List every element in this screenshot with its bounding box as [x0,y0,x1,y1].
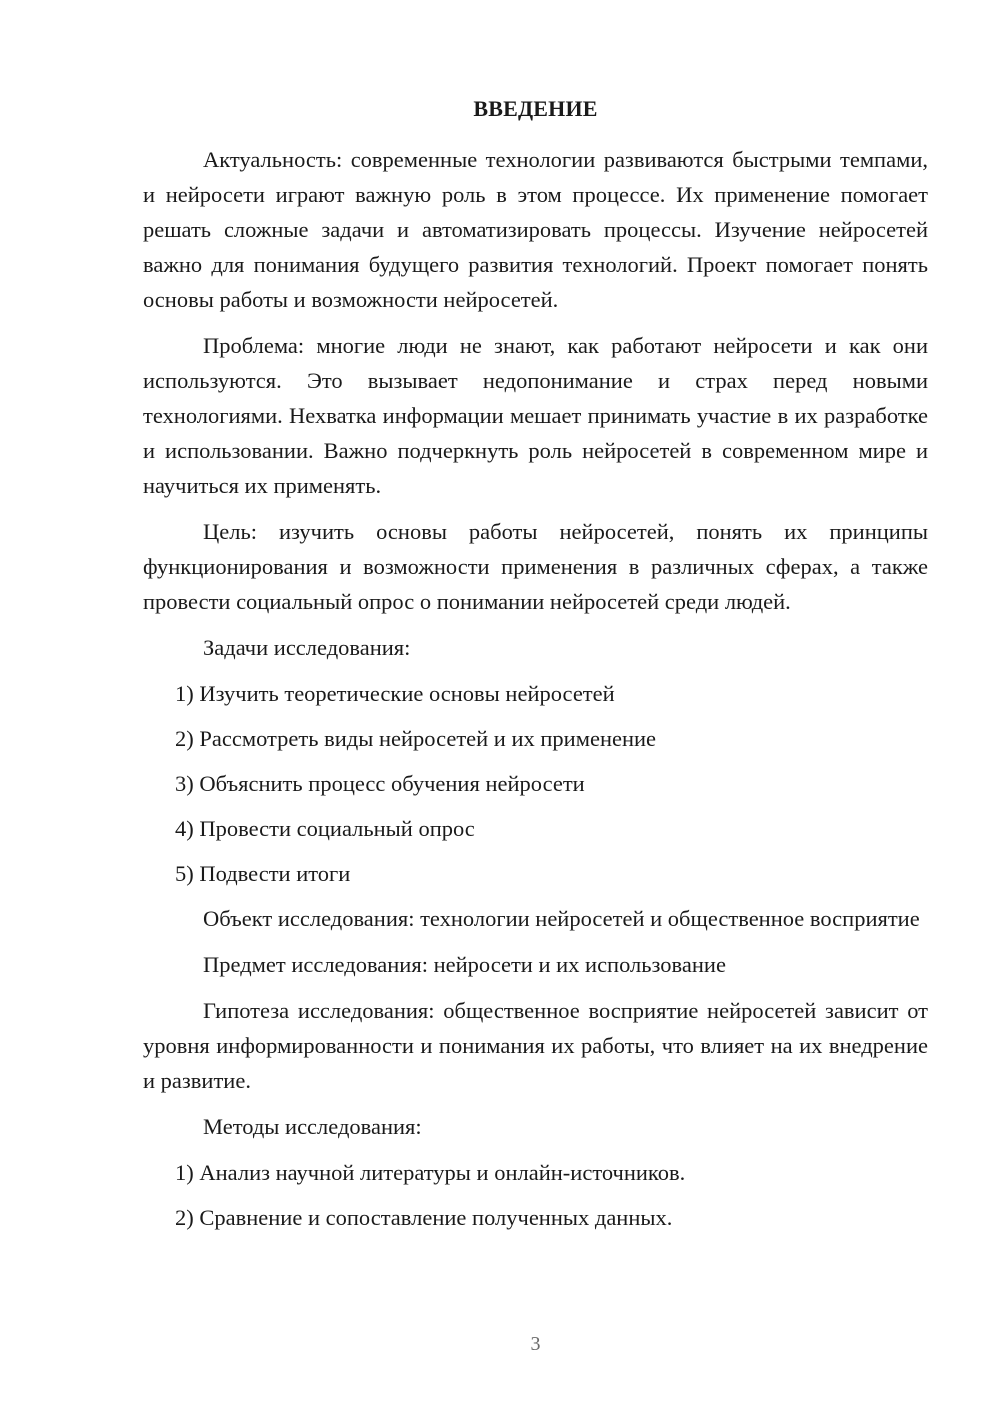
list-item: 4) Провести социальный опрос [175,816,475,841]
problem-paragraph: Проблема: многие люди не знают, как работают нейросети и как они используются. Это вызывает недопонимание и страх перед новыми технологиями. Нехватка информации мешает принимать участие в их разработке и использовании. Важно подчеркнуть роль нейросетей в современном мире и научиться их применять. [143,333,928,498]
object-paragraph: Объект исследования: технологии нейросетей и общественное восприятие [203,906,920,931]
page-title: ВВЕДЕНИЕ [473,96,598,121]
document-page [143,0,928,1414]
relevance-paragraph: Актуальность: современные технологии развиваются быстрыми темпами, и нейросети играют важную роль в этом процессе. Их применение помогает решать сложные задачи и автоматизировать процессы. Изучение нейросетей важно для понимания будущего развития технологий. Проект помогает понять основы работы и возможности нейросетей. [143,147,928,312]
list-item: 2) Рассмотреть виды нейросетей и их применение [175,726,657,751]
goal-paragraph: Цель: изучить основы работы нейросетей, понять их принципы функционирования и возможности применения в различных сферах, а также провести социальный опрос о понимании нейросетей среди людей. [143,519,928,614]
methods-list [143,1155,928,1235]
list-item: 2) Сравнение и сопоставление полученных данных. [175,1205,673,1230]
page-number: 3 [530,1333,541,1355]
list-item: 3) Объяснить процесс обучения нейросети [175,771,585,796]
list-item: 5) Подвести итоги [175,861,351,886]
subject-paragraph: Предмет исследования: нейросети и их использование [203,952,726,977]
tasks-list [143,676,928,891]
list-item: 1) Анализ научной литературы и онлайн-источников. [175,1160,686,1185]
list-item: 1) Изучить теоретические основы нейросетей [175,681,615,706]
hypothesis-paragraph: Гипотеза исследования: общественное восприятие нейросетей зависит от уровня информированности и понимания их работы, что влияет на их внедрение и развитие. [143,998,928,1093]
methods-heading: Методы исследования: [203,1114,422,1139]
document-body [143,142,928,1245]
tasks-heading: Задачи исследования: [203,635,411,660]
